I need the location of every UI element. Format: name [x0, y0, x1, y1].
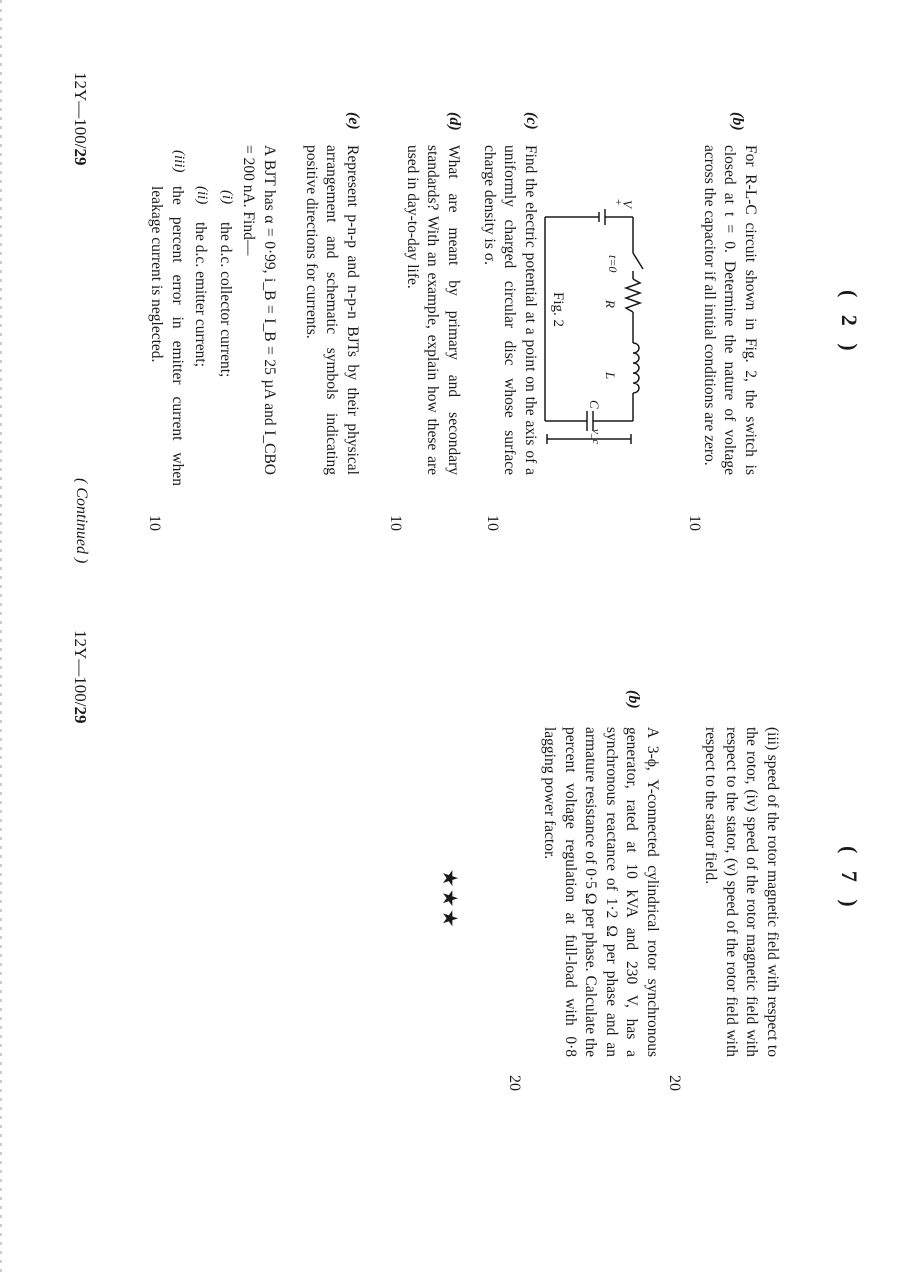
- page-number-left: ( 2 ): [837, 290, 862, 357]
- question-e-label: (e): [345, 112, 362, 130]
- end-stars: ★★★: [440, 870, 460, 931]
- capacitor-label: C: [587, 400, 602, 409]
- question-b-text: For R-L-C circuit shown in Fig. 2, the switch is closed at t = 0. Determine the nature of voltage across the capacitor if all initial conditions are zero.: [701, 145, 759, 475]
- footer-code-left: 12Y—100/29: [71, 72, 90, 166]
- switch-label: t=0: [606, 255, 620, 273]
- question-d-marks: 10: [387, 515, 404, 531]
- figure-caption: Fig. 2: [550, 292, 566, 328]
- question-e-text: Represent p-n-p and n-p-n BJTs by their physical arrangement and schematic symbols indicating positive directions for currents.: [303, 145, 361, 475]
- question-c-text: Find the electric potential at a point on the axis of a uniformly charged circular disc whose surface charge density is σ.: [481, 145, 539, 475]
- sub-item-iii-text: the percent error in emitter current when leakage current is neglected.: [148, 186, 186, 486]
- question-b2-marks: 20: [506, 1075, 523, 1091]
- footer-code-right: 12Y—100/29: [71, 630, 90, 724]
- question-d-text: What are meant by primary and secondary standards? With an example, explain how these are used in day-to-day life.: [404, 145, 462, 475]
- question-a-marks: 20: [666, 1075, 683, 1091]
- question-b-label: (b): [729, 112, 746, 131]
- capacitor-voltage-label: v_c: [590, 429, 602, 445]
- page-number-right: ( 7 ): [837, 846, 862, 913]
- sub-item-ii-text: the d.c. emitter current;: [192, 222, 209, 368]
- source-label: V: [620, 200, 635, 208]
- sub-item-ii-label: (ii): [194, 186, 210, 205]
- inductor-label: L: [603, 372, 618, 380]
- question-c-label: (c): [523, 112, 540, 130]
- question-d-label: (d): [446, 112, 463, 131]
- sub-item-i-text: the d.c. collector current;: [217, 222, 234, 378]
- question-b-marks: 10: [686, 515, 703, 531]
- question-e-data: A BJT has α = 0·99, i_B = I_B = 25 µA and I_CBO = 200 nA. Find—: [240, 145, 278, 475]
- resistor-label: R: [603, 300, 618, 308]
- sub-item-iii-label: (iii): [171, 150, 187, 173]
- question-b2-label: (b): [625, 690, 642, 709]
- question-c-marks: 10: [484, 515, 501, 531]
- question-e-marks: 10: [146, 515, 163, 531]
- sub-item-i-label: (i): [219, 190, 235, 205]
- question-b2-text: A 3-ϕ, Y-connected cylindrical rotor synchronous generator, rated at 10 kVA and 230 V, has a synchronous reactance of 1·2 Ω per phase and an armature resistance of 0·5 Ω per phase. Calculate the percent voltage regulation at full-load with 0·8 lagging power factor.: [541, 727, 661, 1057]
- continued-label: ( Continued ): [73, 478, 90, 564]
- question-a-continuation: (iii) speed of the rotor magnetic field with respect to the rotor, (iv) speed of the rotor magnetic field with respect to the stator, (v) speed of the rotor field with respect to the stator field.: [702, 727, 781, 1057]
- source-plus-sign: +: [612, 199, 624, 206]
